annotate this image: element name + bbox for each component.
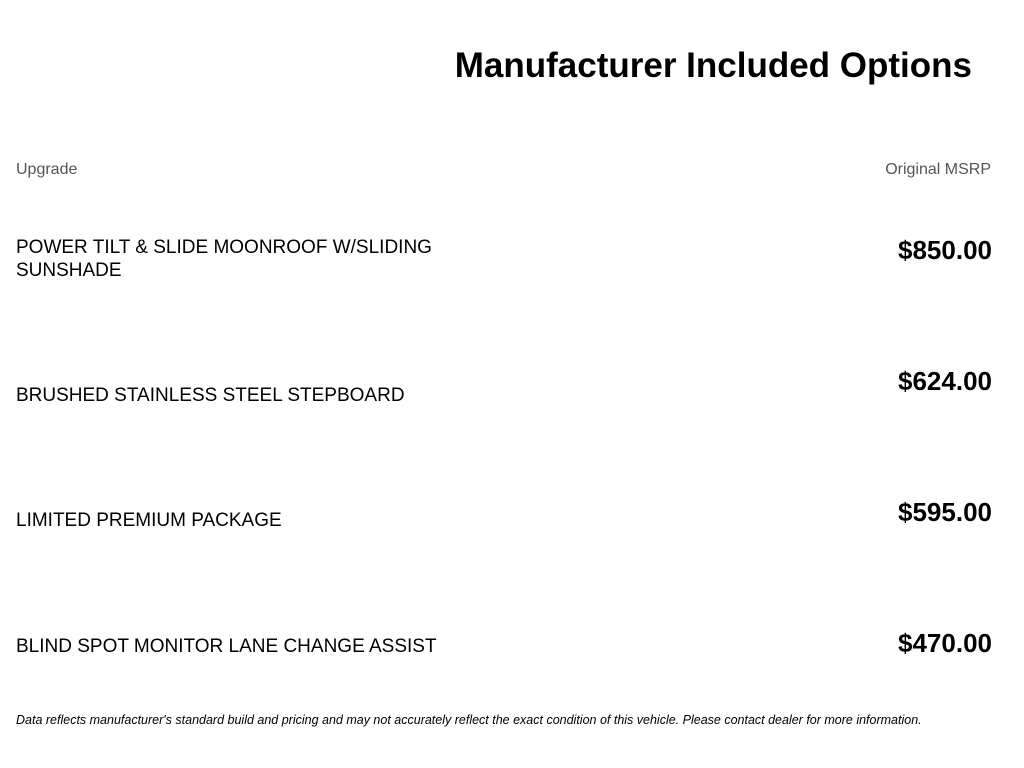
option-price: $470.00: [898, 628, 992, 658]
option-row: [16, 235, 992, 282]
option-price: $850.00: [898, 235, 992, 265]
upgrade-column-header: Upgrade: [16, 161, 78, 178]
option-row: [16, 497, 992, 532]
option-name: BLIND SPOT MONITOR LANE CHANGE ASSIST: [16, 636, 437, 657]
option-name: LIMITED PREMIUM PACKAGE: [16, 510, 282, 531]
option-row: [16, 366, 992, 407]
disclaimer-text: Data reflects manufacturer's standard build and pricing and may not accurately reflect the exact condition of this vehicle. Please contact dealer for more information.: [16, 713, 922, 727]
page-title: Manufacturer Included Options: [454, 46, 972, 85]
option-price: $595.00: [898, 497, 992, 527]
option-price: $624.00: [898, 366, 992, 396]
option-name: POWER TILT & SLIDE MOONROOF W/SLIDING SUNSHADE: [16, 237, 432, 281]
option-name: BRUSHED STAINLESS STEEL STEPBOARD: [16, 385, 405, 406]
msrp-column-header: Original MSRP: [885, 161, 991, 178]
option-row: [16, 628, 992, 658]
